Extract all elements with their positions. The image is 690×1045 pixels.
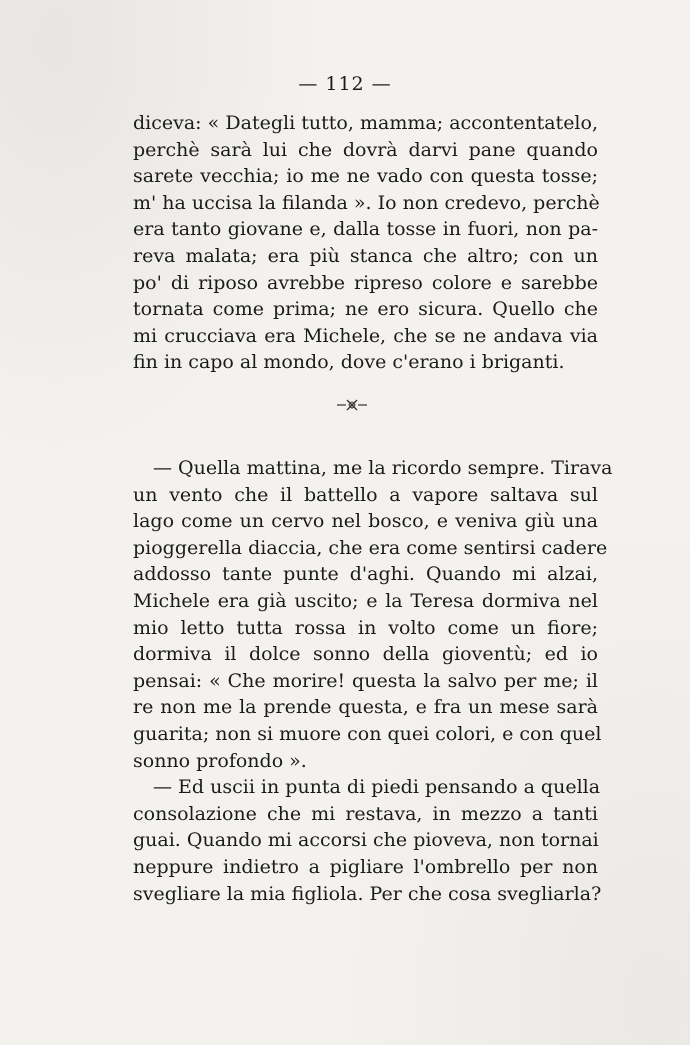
text-line: dormiva il dolce sonno della gioventù; ed io: [133, 643, 598, 666]
text-line: diceva: « Dategli tutto, mamma; accontentatelo,: [133, 112, 598, 134]
text-line: guai. Quando mi accorsi che pioveva, non tornai: [133, 829, 599, 852]
text-line: po' di riposo avrebbe ripreso colore e sarebbe: [133, 271, 598, 294]
text-line: reva malata; era più stanca che altro; con un: [133, 244, 598, 267]
text-line: sonno profondo ».: [133, 749, 307, 772]
text-line: — Quella mattina, me la ricordo sempre. Tirava: [153, 457, 613, 479]
text-line: — Ed uscii in punta di piedi pensando a quella: [153, 776, 601, 799]
text-line: consolazione che mi restava, in mezzo a tanti: [133, 802, 598, 825]
text-line: sarete vecchia; io me ne vado con questa tosse;: [133, 165, 598, 188]
text-line: Michele era già uscito; e la Teresa dormiva nel: [133, 589, 598, 612]
text-line: addosso tante punte d'aghi. Quando mi alzai,: [133, 563, 598, 586]
text-line: guarita; non si muore con quei colori, e con quel: [133, 722, 602, 745]
text-line: neppure indietro a pigliare l'ombrello per non: [133, 855, 598, 878]
text-line: fin in capo al mondo, dove c'erano i briganti.: [133, 351, 565, 374]
page-number: — 112 —: [298, 73, 392, 95]
text-line: tornata come prima; ne ero sicura. Quello che: [133, 298, 598, 321]
text-line: era tanto giovane e, dalla tosse in fuori, non pa-: [133, 218, 598, 241]
text-line: mi crucciava era Michele, che se ne andava via: [133, 324, 598, 347]
text-line: m' ha uccisa la filanda ». Io non credevo, perchè: [133, 191, 600, 214]
text-line: perchè sarà lui che dovrà darvi pane quando: [133, 138, 598, 161]
section-ornament-icon: [337, 397, 367, 413]
text-line: mio letto tutta rossa in volto come un fiore;: [133, 616, 598, 639]
text-line: pensai: « Che morire! questa la salvo per me; il: [133, 669, 598, 692]
text-line: re non me la prende questa, e fra un mese sarà: [133, 696, 598, 719]
text-line: un vento che il battello a vapore saltava sul: [133, 483, 598, 506]
text-line: svegliare la mia figliola. Per che cosa svegliarla?: [133, 882, 602, 905]
text-line: lago come un cervo nel bosco, e veniva giù una: [133, 510, 598, 533]
text-block-top: [133, 110, 598, 376]
text-line: pioggerella diaccia, che era come sentirsi cadere: [133, 536, 608, 559]
text-block-bottom: [133, 455, 613, 907]
